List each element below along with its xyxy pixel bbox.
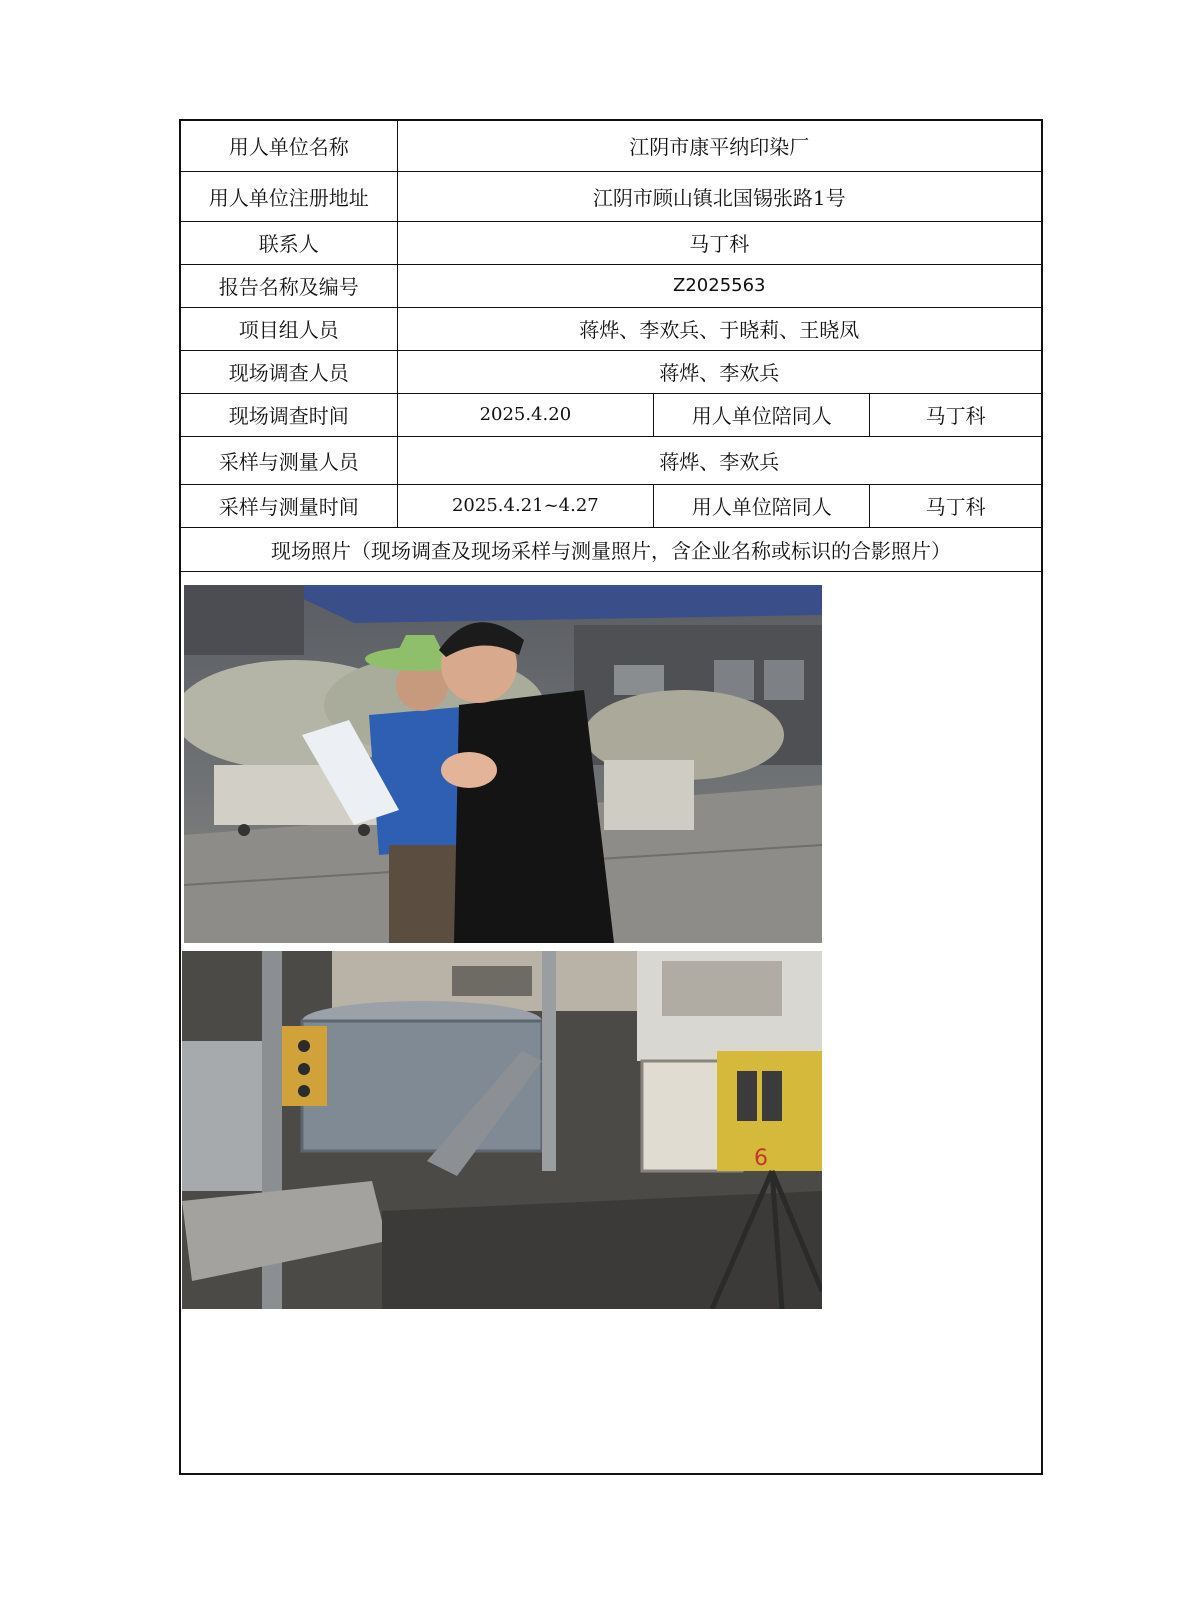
photo-header: 现场照片（现场调查及现场采样与测量照片，含企业名称或标识的合影照片）: [181, 527, 1041, 571]
row-sampling-staff: [181, 436, 1041, 484]
sampling-staff-label: 采样与测量人员: [181, 436, 397, 484]
row-survey-time: [181, 393, 1041, 436]
report-number: Z2025563: [397, 264, 1041, 307]
survey-time-value: 2025.4.20: [397, 393, 654, 436]
row-photo-header: [181, 527, 1041, 571]
photo-area: [181, 580, 1041, 1473]
row-contact: [181, 221, 1041, 264]
sampling-companion-value: 马丁科: [870, 484, 1041, 527]
row-team: [181, 307, 1041, 350]
record-sheet: [179, 119, 1043, 1475]
sampling-time-value: 2025.4.21~4.27: [397, 484, 654, 527]
contact-value: 马丁科: [397, 221, 1041, 264]
survey-photo-image: [184, 585, 822, 943]
row-sampling-time: [181, 484, 1041, 527]
team-label: 项目组人员: [181, 307, 397, 350]
row-employer-name: [181, 121, 1041, 171]
employer-name-value: 江阴市康平纳印染厂: [397, 121, 1041, 171]
survey-time-label: 现场调查时间: [181, 393, 397, 436]
info-table: [181, 121, 1041, 572]
sampling-companion-label: 用人单位陪同人: [654, 484, 870, 527]
survey-companion-value: 马丁科: [870, 393, 1041, 436]
address-label: 用人单位注册地址: [181, 171, 397, 221]
survey-staff-value: 蒋烨、李欢兵: [397, 350, 1041, 393]
row-survey-staff: [181, 350, 1041, 393]
team-value: 蒋烨、李欢兵、于晓莉、王晓凤: [397, 307, 1041, 350]
row-report: [181, 264, 1041, 307]
survey-staff-label: 现场调查人员: [181, 350, 397, 393]
sampling-photo: [182, 951, 822, 1309]
device-number: 6: [754, 1146, 768, 1171]
survey-companion-label: 用人单位陪同人: [654, 393, 870, 436]
sampling-photo-image: [182, 951, 822, 1309]
contact-label: 联系人: [181, 221, 397, 264]
sampling-staff-value: 蒋烨、李欢兵: [397, 436, 1041, 484]
row-address: [181, 171, 1041, 221]
survey-photo: [184, 585, 822, 943]
sampling-time-label: 采样与测量时间: [181, 484, 397, 527]
employer-name-label: 用人单位名称: [181, 121, 397, 171]
report-label: 报告名称及编号: [181, 264, 397, 307]
address-value: 江阴市顾山镇北国锡张路1号: [397, 171, 1041, 221]
